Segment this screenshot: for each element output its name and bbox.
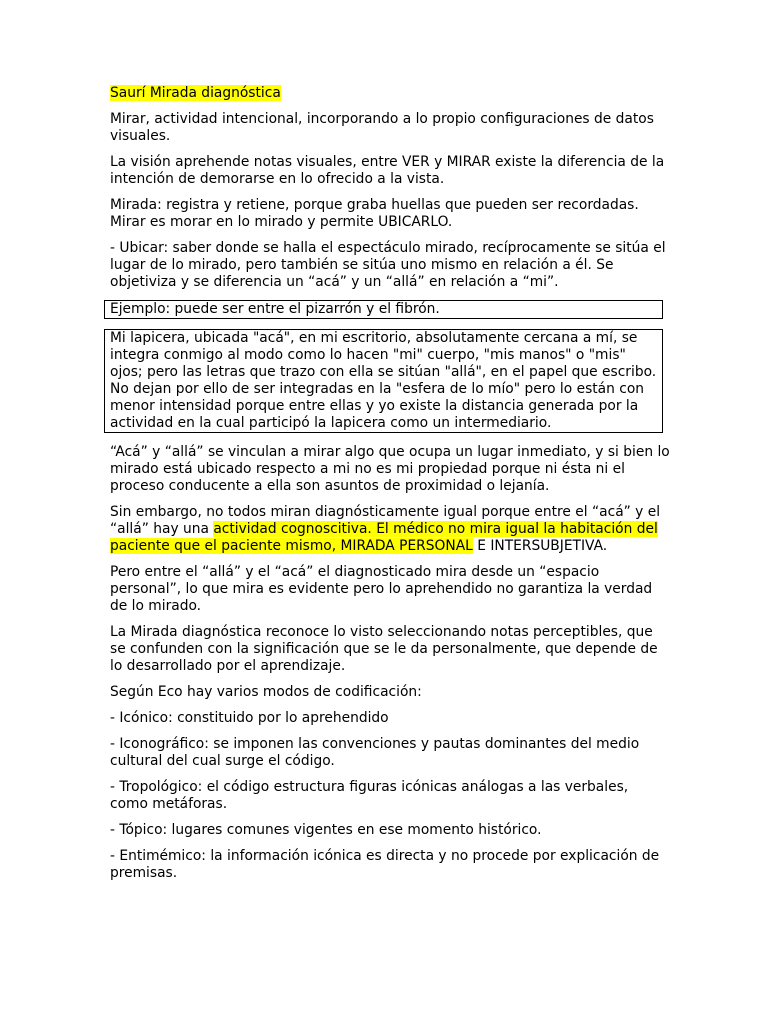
example-box: Ejemplo: puede ser entre el pizarrón y el fibrón. [104, 300, 663, 319]
document-body [110, 85, 670, 891]
sin-embargo-tail: E INTERSUBJETIVA. [472, 538, 608, 554]
paragraph-segun-eco: Según Eco hay varios modos de codificación: [110, 684, 422, 700]
paragraph-sin-embargo [110, 504, 670, 555]
paragraph-mirada: Mirada: registra y retiene, porque graba huellas que pueden ser recordadas. Mirar es morar en lo mirado y permite UBICARLO. [110, 197, 639, 230]
list-item-tropologico: - Tropológico: el código estructura figuras icónicas análogas a las verbales, como metáforas. [110, 779, 629, 812]
document-title [110, 85, 670, 102]
sin-embargo-highlight: actividad cognoscitiva. El médico no mira igual la habitación del paciente que el paciente mismo, MIRADA PERSONAL [110, 521, 658, 554]
list-item-iconico: - Icónico: constituido por lo aprehendido [110, 710, 389, 726]
paragraph-aca-alla: “Acá” y “allá” se vinculan a mirar algo que ocupa un lugar inmediato, y si bien lo mirado está ubicado respecto a mi no es mi propiedad porque ni ésta ni el proceso conducente a ella son asuntos de proximidad o lejanía. [110, 444, 670, 494]
title-highlight: Saurí Mirada diagnóstica [110, 85, 281, 101]
list-item-iconografico: - Iconográfico: se imponen las convenciones y pautas dominantes del medio cultural del cual surge el código. [110, 736, 640, 769]
list-item-topico: - Tópico: lugares comunes vigentes en ese momento histórico. [110, 822, 542, 838]
paragraph-ubicar: - Ubicar: saber donde se halla el espectáculo mirado, recíprocamente se sitúa el lugar de lo mirado, pero también se sitúa uno mismo en relación a él. Se objetiviza y se diferencia un “acá” y un “allá” en relación a “mi”. [110, 240, 666, 290]
sin-embargo-text: Sin embargo, no todos miran diagnósticamente igual porque entre el “acá” y el “allá” hay una [110, 504, 661, 537]
paragraph-mirar: Mirar, actividad intencional, incorporando a lo propio configuraciones de datos visuales. [110, 111, 654, 144]
paragraph-mirada-diagnostica: La Mirada diagnóstica reconoce lo visto seleccionando notas perceptibles, que se confunden con la significación que se le da personalmente, que depende de lo desarrollado por el aprendizaje. [110, 624, 658, 674]
paragraph-espacio-personal: Pero entre el “allá” y el “acá” el diagnosticado mira desde un “espacio personal”, lo que mira es evidente pero lo aprehendido no garantiza la verdad de lo mirado. [110, 564, 653, 614]
list-item-entimemico: - Entimémico: la información icónica es directa y no procede por explicación de premisas. [110, 848, 660, 881]
lapicera-box: Mi lapicera, ubicada "acá", en mi escritorio, absolutamente cercana a mí, se integra conmigo al modo como lo hacen "mi" cuerpo, "mis manos" o "mis" ojos; pero las letras que trazo con ella se sitúan "allá", en el papel que escribo. No dejan por ello de ser integradas en la "esfera de lo mío" pero lo están con menor intensidad porque entre ellas y yo existe la distancia generada por la actividad en la cual participó la lapicera como un intermediario. [104, 329, 663, 433]
paragraph-vision: La visión aprehende notas visuales, entre VER y MIRAR existe la diferencia de la intención de demorarse en lo ofrecido a la vista. [110, 154, 665, 187]
